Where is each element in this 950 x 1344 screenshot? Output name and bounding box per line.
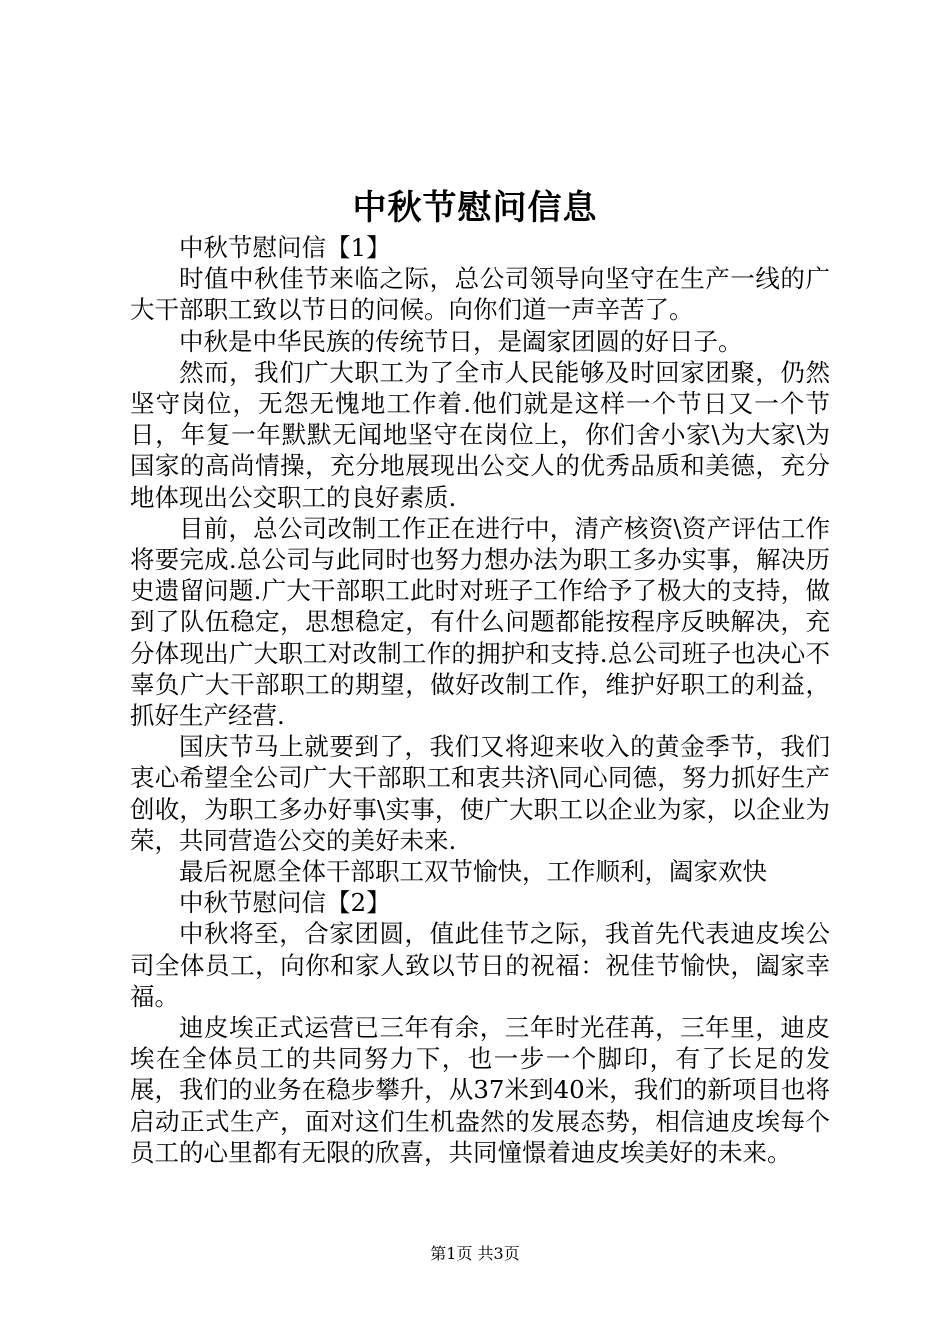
- paragraph: 迪皮埃正式运营已三年有余，三年时光荏苒，三年里，迪皮埃在全体员工的共同努力下，也一步一个脚印，有了长足的发展，我们的业务在稳步攀升，从37米到40米，我们的新项目也将启动正式生产，面对这们生机盎然的发展态势，相信迪皮埃每个员工的心里都有无限的欣喜，共同憧憬着迪皮埃美好的未来。: [130, 1013, 830, 1167]
- paragraph: 中秋将至，合家团圆，值此佳节之际，我首先代表迪皮埃公司全体员工，向你和家人致以节日的祝福：祝佳节愉快，阖家幸福。: [130, 919, 830, 1011]
- paragraph: 时值中秋佳节来临之际，总公司领导向坚守在生产一线的广大干部职工致以节日的问候。向你们道一声辛苦了。: [130, 264, 830, 325]
- paragraph: 国庆节马上就要到了，我们又将迎来收入的黄金季节，我们衷心希望全公司广大干部职工和衷共济\同心同德，努力抓好生产创收，为职工多办好事\实事，使广大职工以企业为家，以企业为荣，共同营造公交的美好未来.: [130, 732, 830, 855]
- section-heading-2: 中秋节慰问信【2】: [179, 888, 391, 918]
- paragraph: 目前，总公司改制工作正在进行中，清产核资\资产评估工作将要完成.总公司与此同时也努力想办法为职工多办实事，解决历史遗留问题.广大干部职工此时对班子工作给予了极大的支持，做到了队伍稳定，思想稳定，有什么问题都能按程序反映解决，充分体现出广大职工对改制工作的拥护和支持.总公司班子也决心不辜负广大干部职工的期望，做好改制工作，维护好职工的利益，抓好生产经营.: [130, 513, 830, 731]
- document-body: [130, 232, 830, 1168]
- page-footer: 第1页 共3页: [430, 1244, 520, 1263]
- paragraph: 中秋是中华民族的传统节日，是阖家团圆的好日子。: [179, 326, 743, 356]
- paragraph: 最后祝愿全体干部职工双节愉快，工作顺利，阖家欢快: [179, 857, 767, 887]
- paragraph: 然而，我们广大职工为了全市人民能够及时回家团聚，仍然坚守岗位，无怨无愧地工作着.他们就是这样一个节日又一个节日，年复一年默默无闻地坚守在岗位上，你们舍小家\为大家\为国家的高尚情操，充分地展现出公交人的优秀品质和美德，充分地体现出公交职工的良好素质.: [130, 357, 830, 512]
- document-title: 中秋节慰问信息: [352, 188, 598, 228]
- section-heading-1: 中秋节慰问信【1】: [179, 233, 391, 262]
